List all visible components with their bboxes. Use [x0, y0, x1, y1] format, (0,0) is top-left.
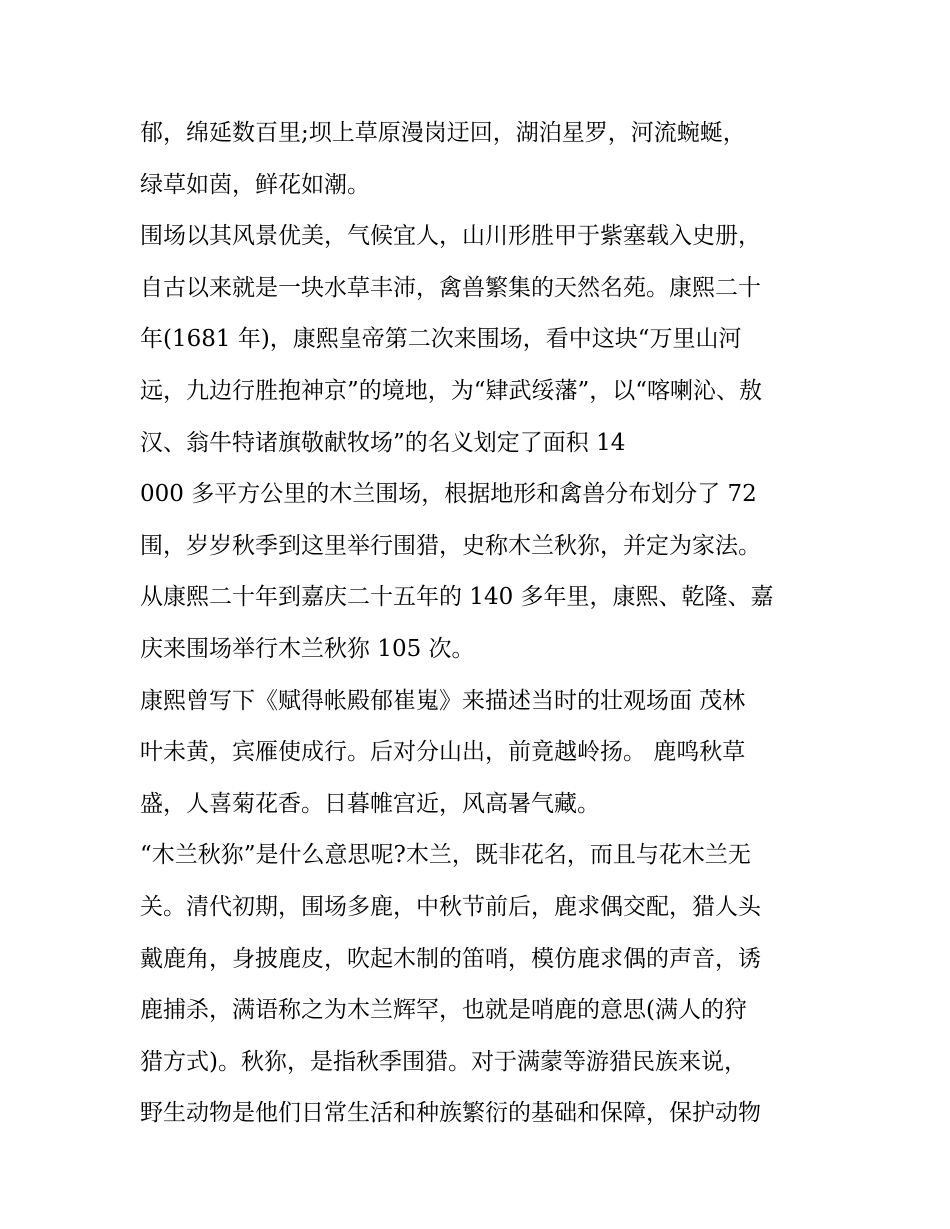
- text-line: 庆来围场举行木兰秋狝 105 次。: [140, 635, 475, 662]
- text-line: 年(1681 年)，康熙皇帝第二次来围场，看中这块“万里山河: [140, 326, 742, 353]
- text-line: 围场以其风景优美，气候宜人，山川形胜甲于紫塞载入史册，: [140, 223, 761, 250]
- text-line: “木兰秋狝”是什么意思呢?木兰，既非花名，而且与花木兰无: [140, 842, 751, 869]
- body-text: [140, 108, 830, 1140]
- text-line: 猎方式)。秋狝，是指秋季围猎。对于满蒙等游猎民族来说，: [140, 1048, 747, 1075]
- text-line: 远，九边行胜抱神京”的境地，为“肄武绥藩”，以“喀喇沁、敖: [140, 377, 763, 404]
- text-line: 自古以来就是一块水草丰沛，禽兽繁集的天然名苑。康熙二十: [140, 274, 761, 301]
- text-line: 康熙曾写下《赋得帐殿郁崔嵬》来描述当时的壮观场面 茂林: [140, 687, 746, 714]
- text-line: 盛，人喜菊花香。日暮帷宫近，风高暑气藏。: [140, 790, 600, 817]
- text-line: 野生动物是他们日常生活和种族繁衍的基础和保障，保护动物: [140, 1100, 761, 1127]
- text-line: 000 多平方公里的木兰围场，根据地形和禽兽分布划分了 72: [140, 481, 757, 508]
- text-line: 郁，绵延数百里;坝上草原漫岗迂回，湖泊星罗，河流蜿蜒，: [140, 120, 746, 146]
- text-line: 关。清代初期，围场多鹿，中秋节前后，鹿求偶交配，猎人头: [140, 893, 761, 920]
- text-line: 戴鹿角，身披鹿皮，吹起木制的笛哨，模仿鹿求偶的声音，诱: [140, 945, 761, 972]
- text-line: 从康熙二十年到嘉庆二十五年的 140 多年里，康熙、乾隆、嘉: [140, 584, 774, 611]
- text-line: 鹿捕杀，满语称之为木兰辉罕，也就是哨鹿的意思(满人的狩: [140, 997, 747, 1024]
- text-line: 叶未黄，宾雁使成行。后对分山出，前竟越岭扬。 鹿鸣秋草: [140, 739, 746, 766]
- text-line: 围，岁岁秋季到这里举行围猎，史称木兰秋狝，并定为家法。: [140, 532, 761, 559]
- text-line: 汉、翁牛特诸旗敬献牧场”的名义划定了面积 14: [140, 429, 626, 456]
- text-line: 绿草如茵，鲜花如潮。: [140, 171, 370, 198]
